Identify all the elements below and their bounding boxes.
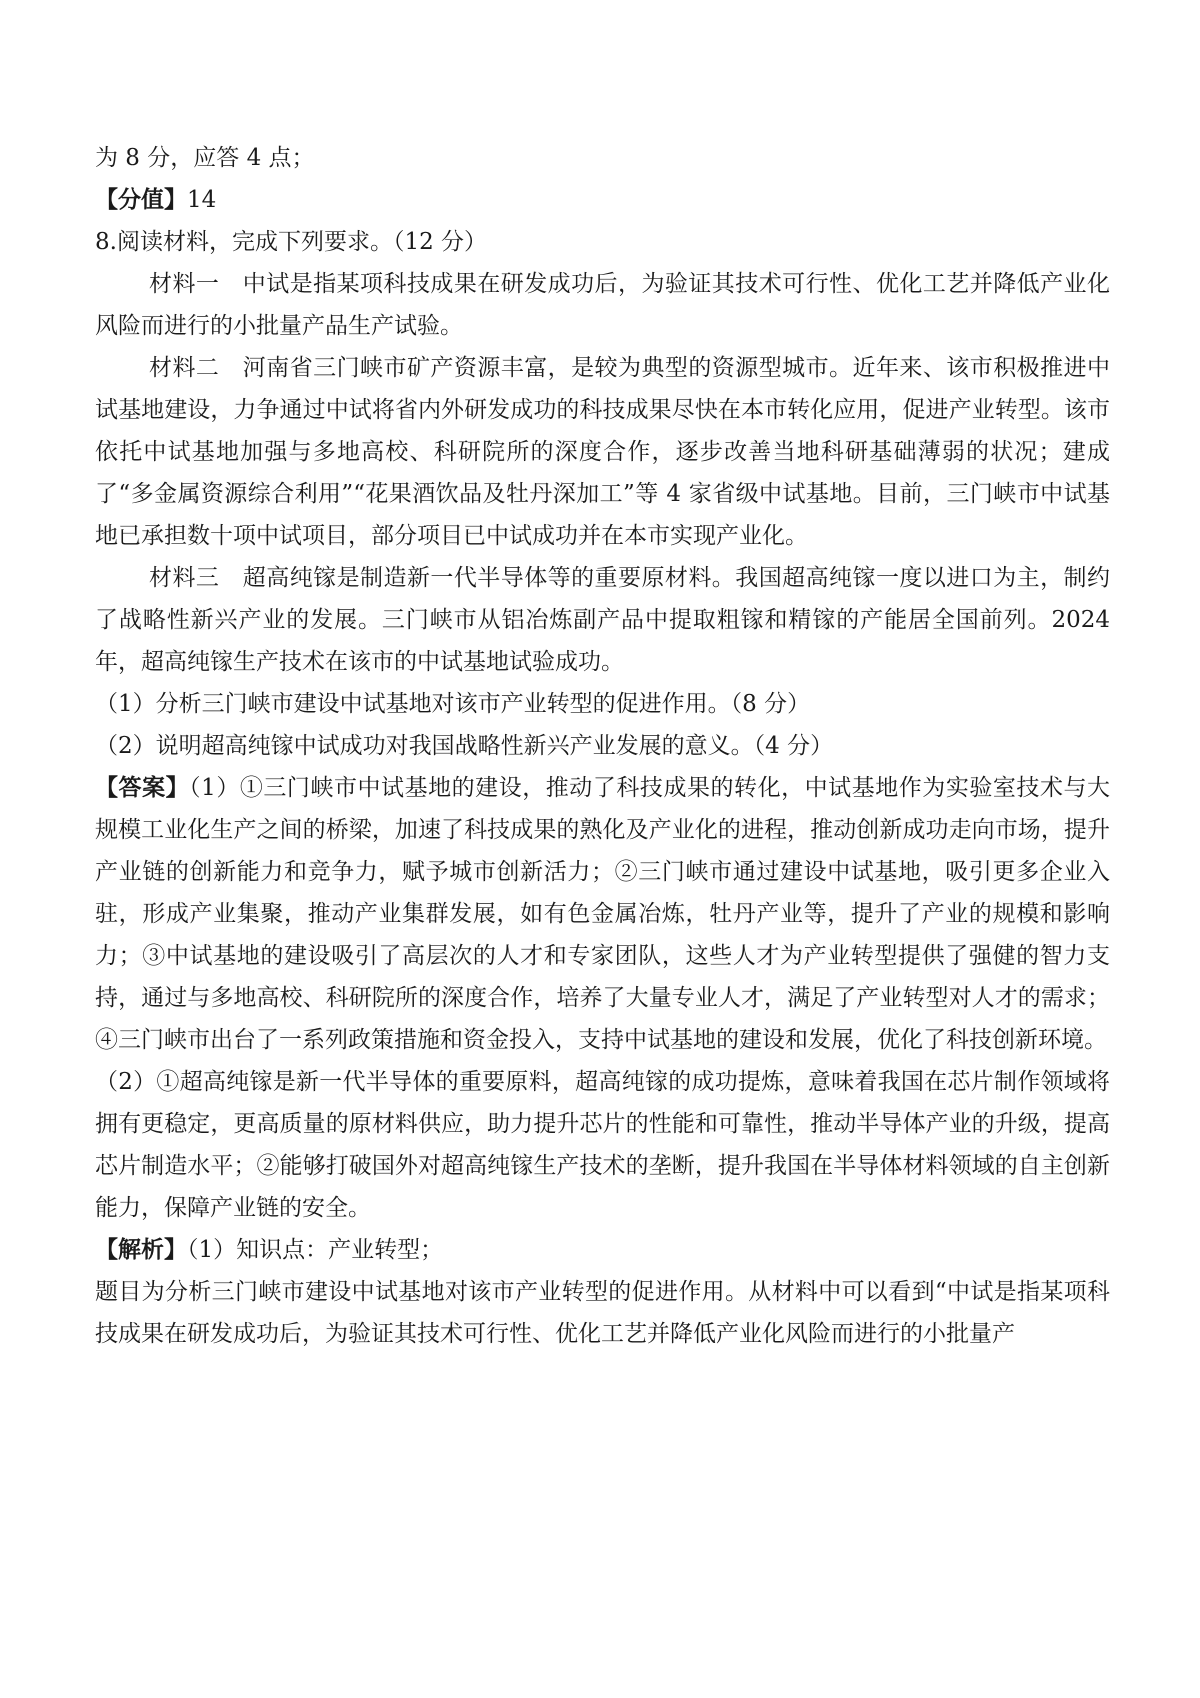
analysis-line-text: （1）知识点：产业转型；	[187, 1237, 444, 1263]
sub-question-1: （1）分析三门峡市建设中试基地对该市产业转型的促进作用。（8 分）	[95, 691, 811, 717]
answer-part-1	[95, 767, 1110, 1061]
answer-part-2: （2）①超高纯镓是新一代半导体的重要原料，超高纯镓的成功提炼，意味着我国在芯片制作领域将拥有更稳定，更高质量的原材料供应，助力提升芯片的性能和可靠性，推动半导体产业的升级，提高芯片制造水平；②能够打破国外对超高纯镓生产技术的垄断，提升我国在半导体材料领域的自主创新能力，保障产业链的安全。	[95, 1069, 1110, 1221]
answer-tag: 【答案】	[95, 774, 190, 801]
answer-part-1-text: （1）①三门峡市中试基地的建设，推动了科技成果的转化，中试基地作为实验室技术与大规模工业化生产之间的桥梁，加速了科技成果的熟化及产业化的进程，推动创新成功走向市场，提升产业链的创新能力和竞争力，赋予城市创新活力；②三门峡市通过建设中试基地，吸引更多企业入驻，形成产业集聚，推动产业集群发展，如有色金属冶炼，牡丹产业等，提升了产业的规模和影响力；③中试基地的建设吸引了高层次的人才和专家团队，这些人才为产业转型提供了强健的智力支持，通过与多地高校、科研院所的深度合作，培养了大量专业人才，满足了产业转型对人才的需求；④三门峡市出台了一系列政策措施和资金投入，支持中试基地的建设和发展，优化了科技创新环境。	[95, 775, 1111, 1053]
analysis-line	[95, 1229, 1110, 1271]
sub-question-2: （2）说明超高纯镓中试成功对我国战略性新兴产业发展的意义。（4 分）	[95, 733, 834, 759]
material-1: 材料一 中试是指某项科技成果在研发成功后，为验证其技术可行性、优化工艺并降低产业化风险而进行的小批量产品生产试验。	[95, 271, 1110, 339]
score-tag: 【分值】	[95, 186, 187, 213]
material-2: 材料二 河南省三门峡市矿产资源丰富，是较为典型的资源型城市。近年来、该市积极推进中试基地建设，力争通过中试将省内外研发成功的科技成果尽快在本市转化应用，促进产业转型。该市依托中试基地加强与多地高校、科研院所的深度合作，逐步改善当地科研基础薄弱的状况；建成了“多金属资源综合利用”“花果酒饮品及牡丹深加工”等 4 家省级中试基地。目前，三门峡市中试基地已承担数十项中试项目，部分项目已中试成功并在本市实现产业化。	[95, 355, 1110, 549]
analysis-tag: 【解析】	[95, 1236, 187, 1263]
score-value: 14	[187, 187, 217, 213]
analysis-paragraph: 题目为分析三门峡市建设中试基地对该市产业转型的促进作用。从材料中可以看到“中试是指某项科技成果在研发成功后，为验证其技术可行性、优化工艺并降低产业化风险而进行的小批量产	[95, 1279, 1110, 1347]
document-page	[95, 137, 1110, 1355]
material-3: 材料三 超高纯镓是制造新一代半导体等的重要原材料。我国超高纯镓一度以进口为主，制约了战略性新兴产业的发展。三门峡市从铝冶炼副产品中提取粗镓和精镓的产能居全国前列。2024 年，超高纯镓生产技术在该市的中试基地试验成功。	[95, 565, 1110, 675]
score-line	[95, 179, 1110, 221]
question-title: 8.阅读材料，完成下列要求。（12 分）	[95, 229, 488, 255]
prev-answer-tail: 为 8 分，应答 4 点；	[95, 145, 315, 171]
